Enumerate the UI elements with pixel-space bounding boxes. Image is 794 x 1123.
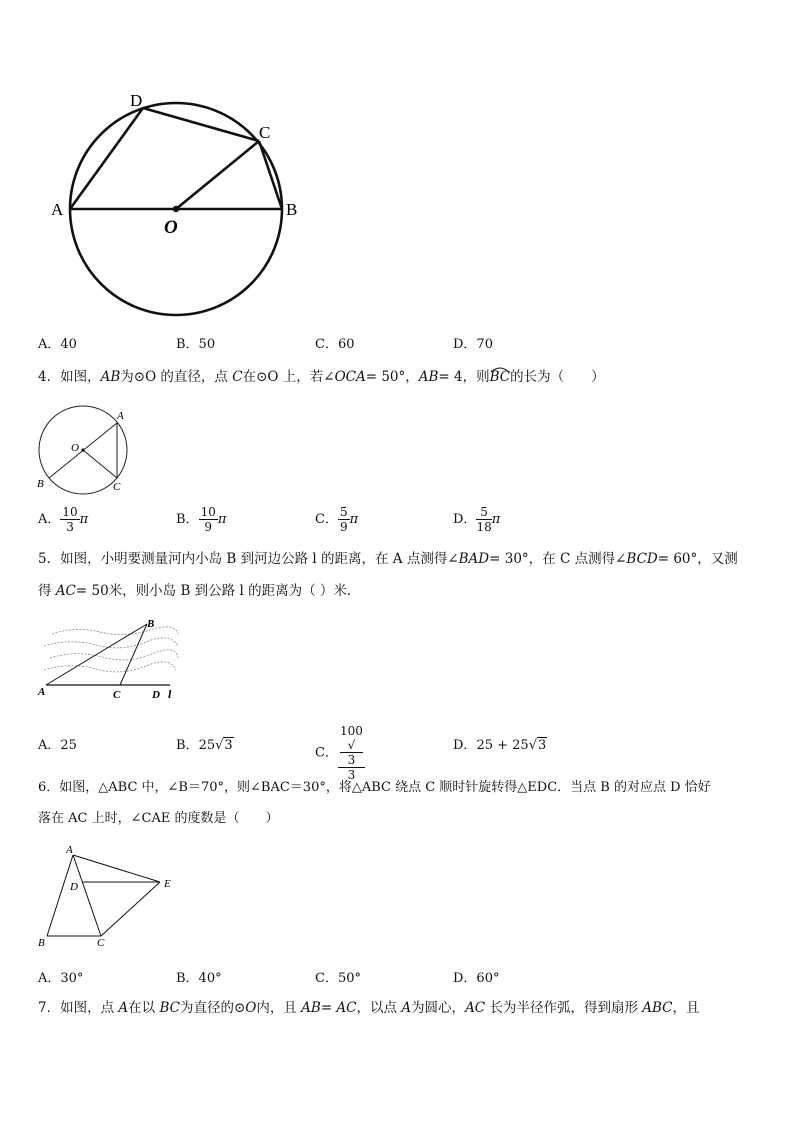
q6-option-d: D．60° [453,971,500,986]
q7-stem: 7．如图，点 A在以 BC为直径的⊙O内，且 AB= AC，以点 A为圆心，AC 长为半径作弧，得到扇形 ABC，且 [38,1000,700,1016]
q4-option-c: C． $\frac{5}{9}$ π [315,505,359,534]
q4-label-o: O [71,442,79,454]
q6-label-d: D [70,881,78,893]
q5-wave-1 [52,627,178,635]
q6-stem-line2: 落在 AC 上时，∠CAE 的度数是（ ） [38,811,279,826]
q5-label-a: A [38,686,46,698]
q5-option-d: D．25 + 25√3 [453,738,547,753]
q4-option-b: B． $\frac{10}{9}$ π [176,505,227,534]
q5-segment-ab [46,624,147,685]
q3-label-d: D [130,91,143,110]
q4-label-c: C [113,481,121,493]
q3-label-a: A [51,200,64,219]
q5-wave-4 [44,662,176,672]
q5-option-b: B．25√3 [176,738,233,753]
q4-segment-oc [83,450,117,478]
q4-stem: 4．如图，AB为⊙O 的直径，点 C在⊙O 上，若∠OCA= 50°，AB= 4，则 BC的长为（ ） [38,369,605,385]
q5-label-c: C [113,689,121,701]
q4-arc-bc: BC [489,369,511,385]
q3-segment-cb [259,141,282,209]
q6-label-a: A [66,844,73,856]
q5-label-l: l [168,687,172,701]
q3-option-a: A．40 [38,337,77,352]
q6-option-c: C．50° [315,971,361,986]
q6-label-b: B [38,937,45,949]
q6-segment-ab [47,855,73,936]
q3-segment-oc [176,141,259,209]
q3-label-b: B [286,200,298,219]
q4-option-d: D． $\frac{5}{18}$ π [453,505,501,534]
q5-option-c: C． 100 √ 3 3 [315,724,363,782]
q4-circle-figure [34,402,138,496]
q6-label-e: E [164,878,171,890]
q4-center-dot [81,448,84,451]
q5-wave-2 [44,638,178,648]
q5-label-d: D [152,689,160,701]
q6-triangle-figure [34,838,184,952]
q6-label-c: C [97,937,105,949]
q3-option-d: D．70 [453,337,493,352]
q5-wave-3 [50,650,178,660]
q3-center-dot [173,206,179,212]
q3-circle-figure [40,88,320,320]
q6-stem-line1: 6．如图，△ABC 中，∠B＝70°，则∠BAC＝30°，将△ABC 绕点 C 顺时针旋转得△EDC．当点 B 的对应点 D 恰好 [38,780,711,795]
q3-label-o: O [164,217,178,238]
q5-river-figure [34,614,184,704]
q4-label-b: B [37,478,44,490]
q3-label-c: C [259,123,271,142]
q6-segment-ae [73,855,160,882]
q5-stem-line1: 5．如图，小明要测量河内小岛 B 到河边公路 l 的距离，在 A 点测得∠BAD= 30°，在 C 点测得∠BCD= 60°，又测 [38,551,738,567]
q6-option-a: A．30° [38,971,84,986]
q3-option-c: C．60 [315,337,355,352]
q6-segment-ce [101,882,160,936]
q5-option-a: A．25 [38,738,77,753]
q4-option-a: A． $\frac{10}{3}$ π [38,505,89,534]
q3-segment-ad [70,108,143,209]
q4-label-a: A [117,410,124,422]
q6-segment-ac [73,855,101,936]
q5-label-b: B [147,618,155,630]
q5-stem-line2: 得 AC= 50米，则小岛 B 到公路 l 的距离为（ ）米． [38,583,361,599]
q5-segment-cb [120,624,147,685]
q6-option-b: B．40° [176,971,222,986]
q3-option-b: B．50 [176,337,216,352]
